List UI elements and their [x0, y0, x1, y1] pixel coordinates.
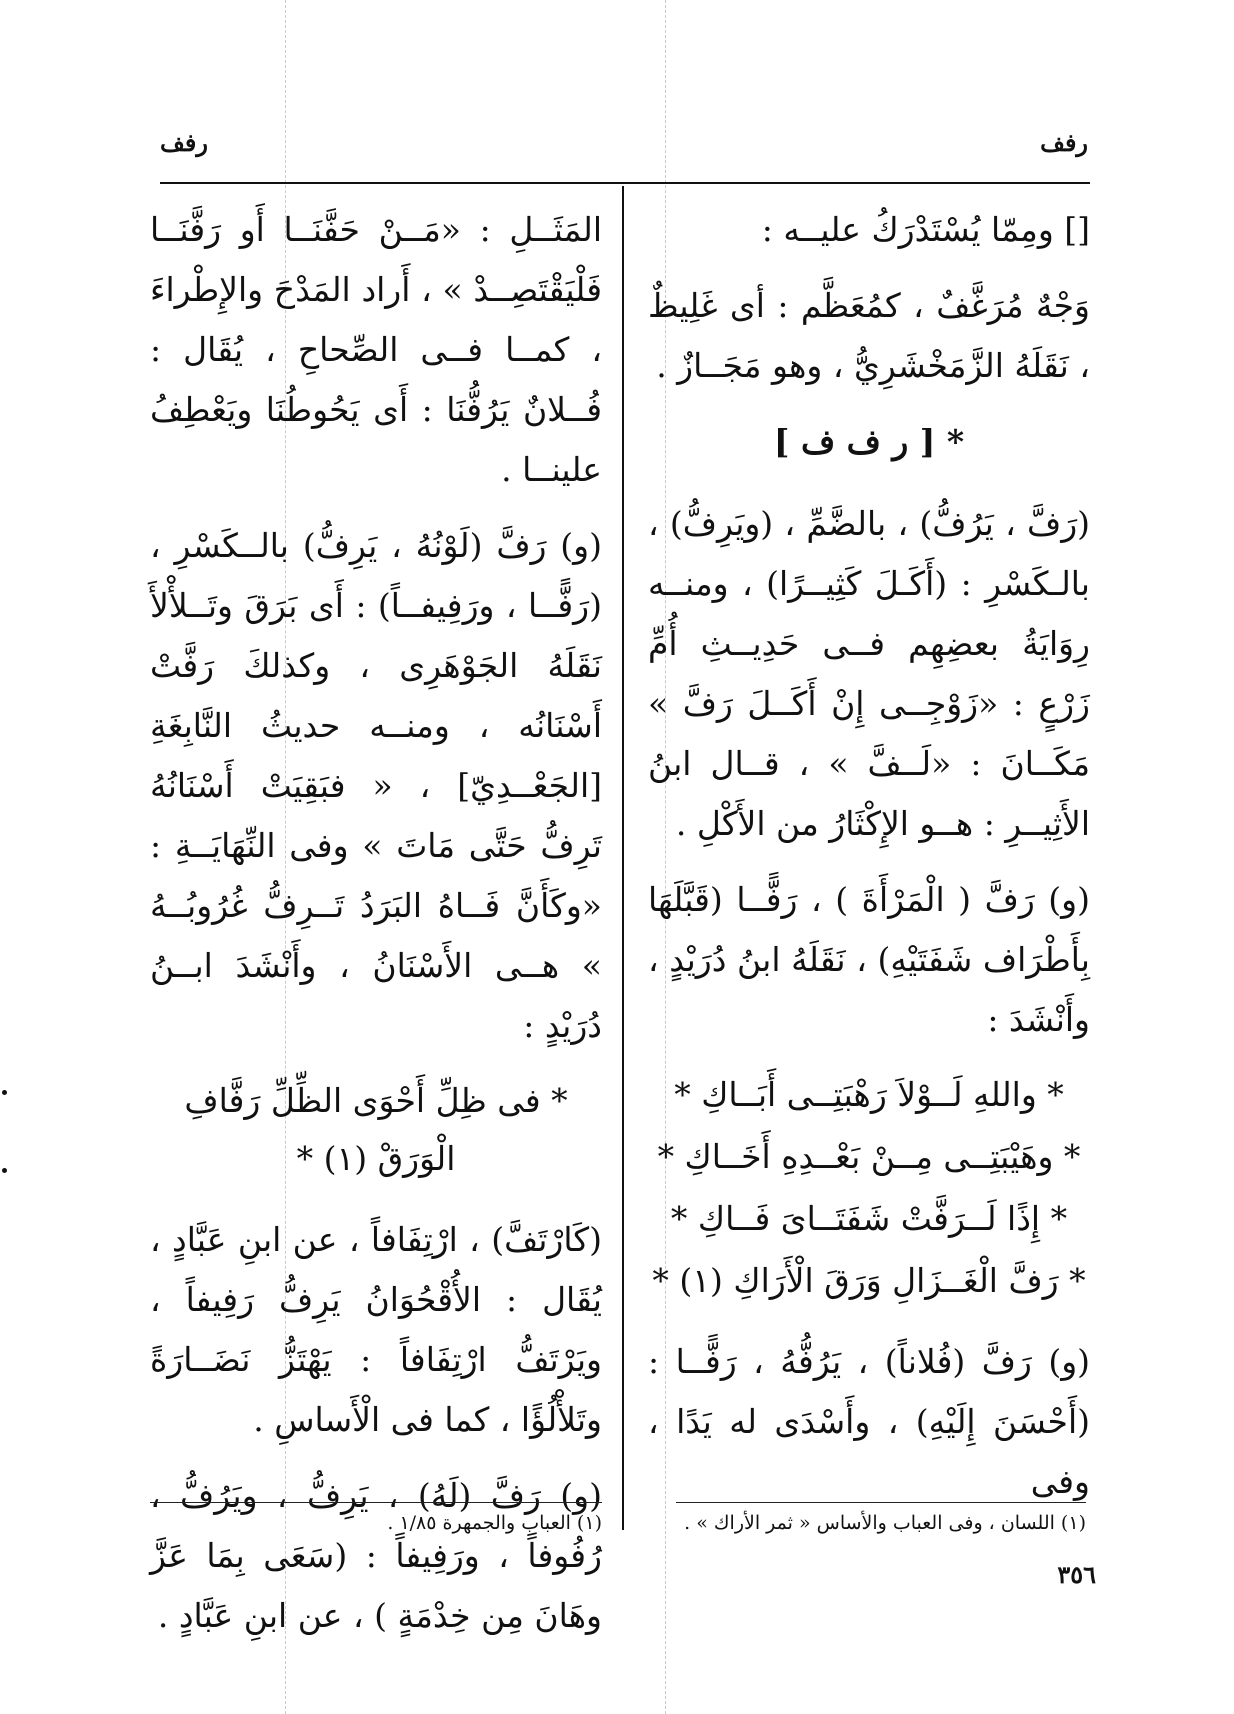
footnote-rule: [150, 1502, 602, 1503]
running-header: [160, 128, 1088, 168]
scan-speck: [2, 1090, 7, 1095]
paragraph: [] ومِمّا يُسْتَدْرَكُ عليــه :: [761, 210, 1090, 249]
column-divider: [622, 186, 624, 1530]
paragraph: (و) رَفَّ (لَوْنُهُ ، يَرِفُّ) بالــكَسْرِ ، (رَفًّــا ، ورَفِيفــاً) : أَى بَرَقَ وتَــلأْلأَ نَقَلَهُ الجَوْهَرِى ، وكذلكَ رَفَّتْ أَسْنَانُه ، ومنــه حديثُ النَّابِغَةِ [الجَعْــدِيّ] ، « فبَقِيَتْ أَسْنَانُهُ تَرِفُّ حَتَّى مَاتَ » وفى النِّهَايَــةِ : «وكَأَنَّ فَــاهُ البَرَدُ تَــرِفُّ غُرُوبُــهُ » هــى الأَسْنَانُ ، وأَنْشَدَ ابــنُ دُرَيْدٍ :: [150, 526, 602, 1045]
paragraph: (رَفَّ ، يَرُفُّ) ، بالضَّمِّ ، (ويَرِفُّ) ، بالـكَسْرِ : (أَكَـلَ كَثِيــرًا) ، ومنــه رِوَايَةُ بعضِهِم فــى حَدِيــثِ أُمِّ زَرْعٍ : «زَوْجِــى إِنْ أَكَــلَ رَفَّ » مَكَــانَ : «لَــفَّ » ، قــال ابنُ الأَثِيــرِ : هــو الإِكْثَارُ من الأَكْلِ .: [648, 504, 1090, 843]
verse-line: * واللهِ لَــوْلاَ رَهْبَتِــى أَبَــاكِ *: [674, 1075, 1064, 1114]
verse-line: * رَفَّ الْغَــزَالِ وَرَقَ الْأَرَاكِ (١) *: [652, 1261, 1086, 1300]
paragraph: (و) رَفَّ (لَهُ) ، يَرِفُّ ، ويَرُفُّ ، رُفُوفاً ، ورَفِيفاً : (سَعَى بِمَا عَزَّ وهَانَ مِن خِدْمَةٍ ) ، عن ابنِ عَبَّادٍ .: [150, 1476, 602, 1635]
footnote-rule: [676, 1502, 1086, 1503]
page-number: ٣٥٦: [1057, 1560, 1096, 1589]
left-column: [150, 200, 602, 1662]
paragraph: (و) رَفَّ (فُلاناً) ، يَرُفُّهُ ، رَفًّــا : (أَحْسَنَ إِلَيْهِ) ، وأَسْدَى له يَدًا ، وفى: [648, 1342, 1090, 1501]
header-rule: [160, 182, 1090, 184]
paragraph: (كَارْتَفَّ) ، ارْتِفَافاً ، عن ابنِ عَبَّادٍ ، يُقَال : الأُقْحُوَانُ يَرِفُّ رَفِيفاً ، ويَرْتَفُّ ارْتِفَافاً : يَهْتَزُّ نَضَــارَةً وتَلأْلُؤًا ، كما فى الْأَساسِ .: [150, 1220, 602, 1439]
footnote-right: (١) اللسان ، وفى العباب والأساس « ثمر الأراك » .: [684, 1512, 1086, 1534]
verse-line: * وهَيْبَتِــى مِــنْ بَعْــدِهِ أَخَــاكِ *: [657, 1137, 1081, 1176]
entry-heading: * [ ر ف ف ]: [773, 422, 965, 461]
paragraph: (و) رَفَّ ( الْمَرْأَةَ ) ، رَفًّــا (قَبَّلَهَا بِأَطْرَاف شَفَتَيْهِ) ، نَقَلَهُ ابنُ دُرَيْدٍ ، وأَنْشَدَ :: [648, 880, 1090, 1039]
verse-line: * إِذًا لَــرَفَّتْ شَفَتَــاىَ فَــاكِ *: [670, 1199, 1068, 1238]
footnote-left: (١) العباب والجمهرة ١/٨٥ .: [387, 1512, 602, 1534]
paragraph: وَجْهٌ مُرَغَّفٌ ، كمُعَظَّم : أى غَلِيظٌ ، نَقَلَهُ الزَّمَخْشَرِيُّ ، وهو مَجَــازٌ .: [648, 286, 1090, 385]
header-word-left: رفف: [160, 128, 208, 157]
header-word-right: رفف: [1040, 128, 1088, 157]
scan-speck: [2, 1168, 7, 1173]
verse-line: * فى ظِلِّ أَحْوَى الظِّلِّ رَفَّافِ الْوَرَقْ (١) *: [184, 1081, 568, 1178]
right-column: [648, 200, 1090, 1528]
paragraph: المَثَــلِ : «مَــنْ حَفَّنَــا أَو رَفَّنَــا فَلْيَقْتَصِــدْ » ، أَراد المَدْحَ والإِطْراءَ ، كمــا فــى الصِّحاحِ ، يُقَال : فُــلانٌ يَرُفُّنَا : أَى يَحُوطُنَا ويَعْطِفُ علينــا .: [150, 210, 602, 489]
